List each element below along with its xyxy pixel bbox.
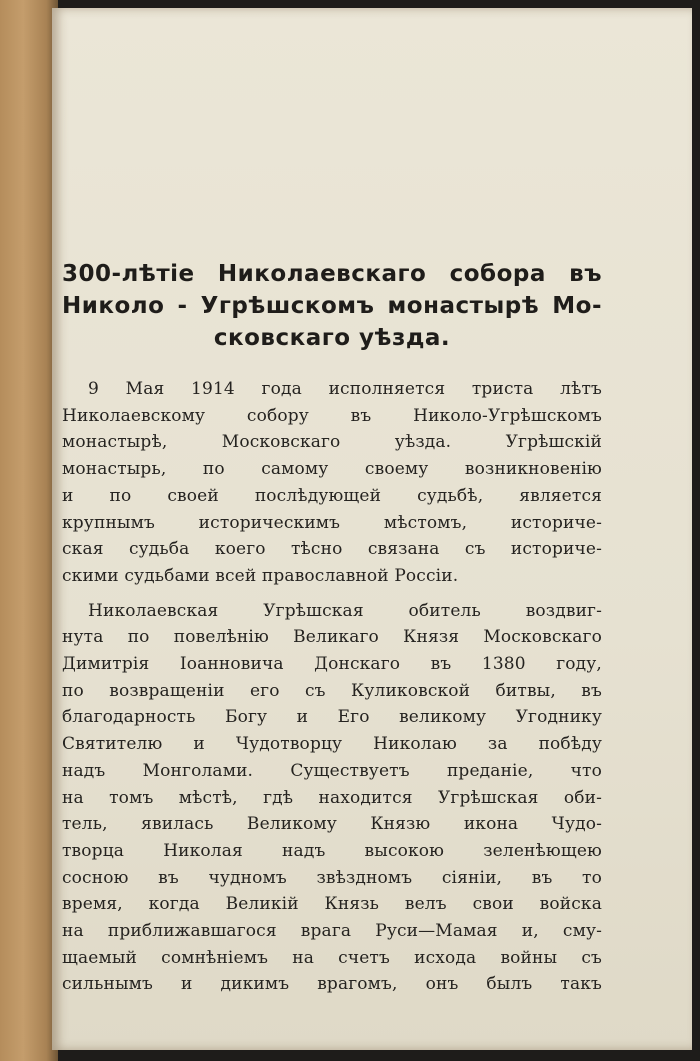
text-line: 9 Мая 1914 года исполняется триста лѣтъ xyxy=(88,379,602,399)
text-line: Николаевская Угрѣшская обитель воздвиг- xyxy=(88,600,602,621)
text-line: тель, явилась Великому Князю икона Чудо- xyxy=(62,814,602,835)
text-line: щаемый сомнѣніемъ на счетъ исхода войны съ xyxy=(62,947,602,968)
text-line: на приближавшагося врага Руси—Мамая и, сму- xyxy=(62,921,602,942)
text-line: крупнымъ историческимъ мѣстомъ, историче- xyxy=(62,512,602,533)
page-text xyxy=(62,258,602,1006)
title-line: сковскаго уѣзда. xyxy=(213,325,451,351)
text-line: Николаевскому собору въ Николо-Угрѣшскомъ xyxy=(62,405,602,426)
text-line: Димитрія Іоанновича Донскаго въ 1380 году, xyxy=(62,654,602,675)
page-title xyxy=(62,258,602,354)
text-line: монастырь, по самому своему возникновенію xyxy=(62,459,602,480)
text-line: Святителю и Чудотворцу Николаю за побѣду xyxy=(62,734,602,755)
title-line: Николо - Угрѣшскомъ монастырѣ Мо- xyxy=(62,293,602,319)
text-line: монастырѣ, Московскаго уѣзда. Угрѣшскій xyxy=(62,432,602,453)
text-line: ская судьба коего тѣсно связана съ историче- xyxy=(62,539,602,560)
text-line: нута по повелѣнію Великаго Князя Московскаго xyxy=(62,627,602,648)
title-line: 300-лѣтіе Николаевскаго собора въ xyxy=(62,261,602,287)
text-line: творца Николая надъ высокою зеленѣющею xyxy=(62,840,602,861)
paragraph-1 xyxy=(62,376,602,590)
text-line: сосною въ чудномъ звѣздномъ сіяніи, въ то xyxy=(62,867,602,888)
text-line: и по своей послѣдующей судьбѣ, является xyxy=(62,485,602,506)
book-gutter xyxy=(0,0,58,1061)
text-line: время, когда Великій Князь велъ свои войска xyxy=(62,894,602,915)
text-line: скими судьбами всей православной Россіи. xyxy=(62,565,459,586)
text-line: надъ Монголами. Существуетъ преданіе, что xyxy=(62,760,602,781)
text-line: на томъ мѣстѣ, гдѣ находится Угрѣшская оби- xyxy=(62,787,602,808)
text-line: сильнымъ и дикимъ врагомъ, онъ былъ такъ xyxy=(62,974,602,995)
text-line: благодарность Богу и Его великому Угоднику xyxy=(62,707,602,728)
text-line: по возвращеніи его съ Куликовской битвы, въ xyxy=(62,680,602,701)
paragraph-2 xyxy=(62,598,602,999)
book-page xyxy=(52,8,692,1050)
